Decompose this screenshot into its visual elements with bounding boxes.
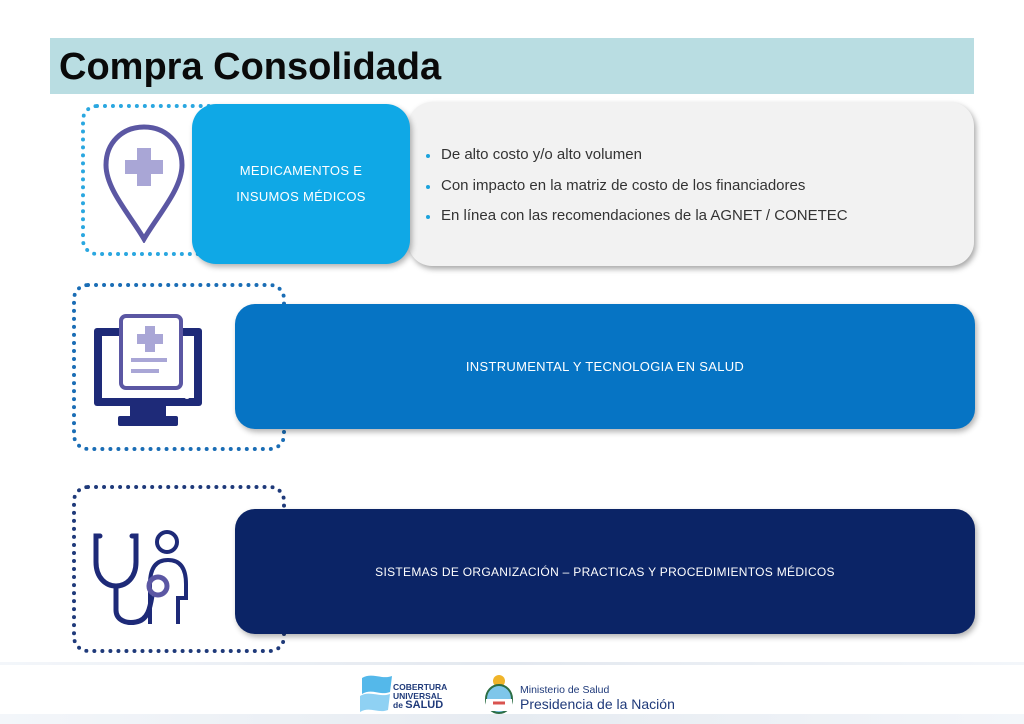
cobertura-universal-logo-text (393, 683, 447, 710)
ministry-logo-text (520, 684, 675, 713)
title-band (50, 38, 974, 94)
medications-label (221, 158, 381, 210)
footer-divider (0, 662, 1024, 665)
systems-bar (235, 509, 975, 634)
cus-line3-prefix: de (393, 700, 403, 710)
cus-line3: SALUD (405, 699, 444, 711)
list-item: De alto costo y/o alto volumen (426, 140, 848, 171)
doctor-stethoscope-icon (92, 528, 192, 628)
cus-line1: COBERTURA (393, 682, 448, 692)
list-item: Con impacto en la matriz de costo de los financiadores (426, 171, 848, 202)
footer-bottom-band (0, 714, 1024, 724)
instrumental-label: INSTRUMENTAL Y TECNOLOGIA EN SALUD (465, 359, 745, 374)
national-coat-of-arms-icon (483, 673, 515, 715)
medications-label-card (192, 104, 410, 264)
computer-monitor-medical-icon (90, 312, 206, 430)
medications-label-line1: MEDICAMENTOS E (239, 163, 363, 178)
cus-line2: UNIVERSAL (393, 691, 443, 701)
ministry-line2: Presidencia de la Nación (520, 696, 675, 712)
medications-label-line2: INSUMOS MÉDICOS (236, 189, 366, 204)
list-item: En línea con las recomendaciones de la AGNET / CONETEC (426, 201, 848, 232)
page-title: Compra Consolidada (59, 46, 442, 88)
instrumental-bar (235, 304, 975, 429)
ministry-line1: Ministerio de Salud (520, 684, 610, 696)
location-pin-medical-cross-icon (100, 123, 188, 243)
medications-bullet-list (426, 140, 848, 232)
systems-label: SISTEMAS DE ORGANIZACIÓN – PRACTICAS Y PROCEDIMIENTOS MÉDICOS (375, 564, 835, 579)
